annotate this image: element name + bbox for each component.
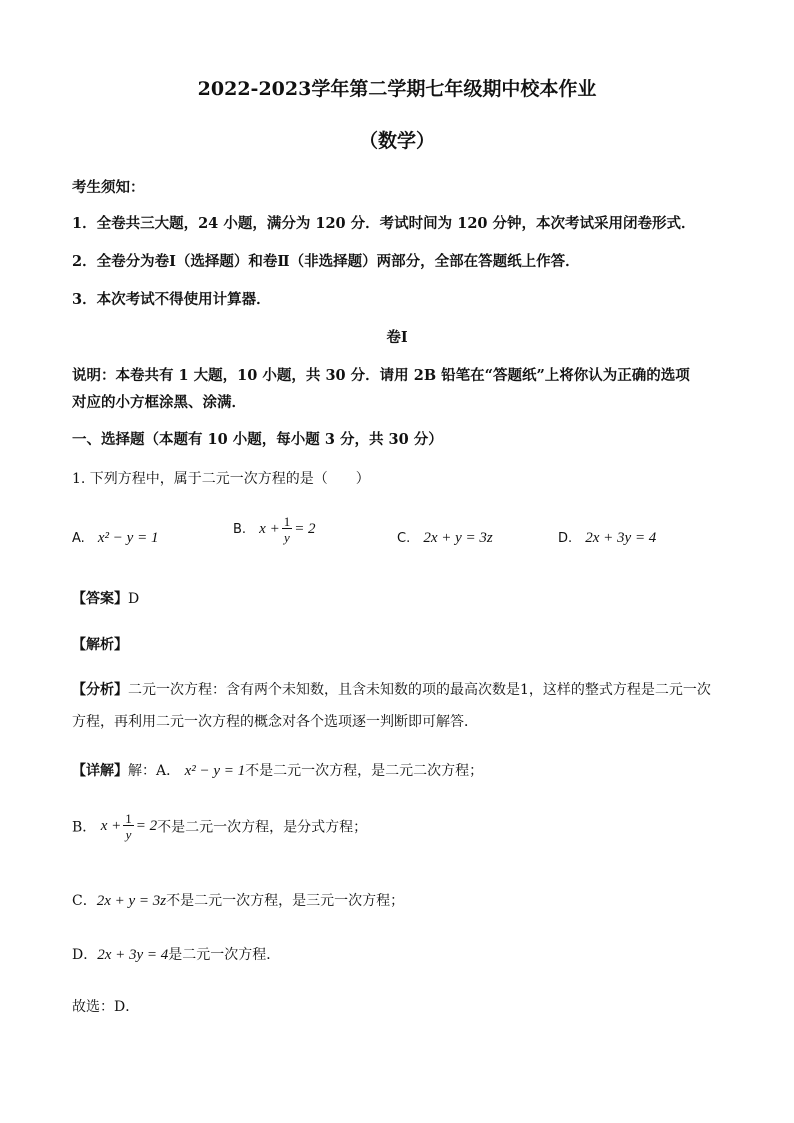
- fenxi-tag: 【分析】: [72, 682, 128, 698]
- option-c: [397, 527, 493, 547]
- document-subtitle: （数学）: [358, 130, 435, 152]
- option-c-expr: 2x + y = 3z: [423, 530, 493, 546]
- option-a-label: A.: [72, 531, 85, 546]
- notice-item-2: 2．全卷分为卷Ⅰ（选择题）和卷Ⅱ（非选择题）两部分，全部在答题纸上作答．: [72, 253, 580, 270]
- option-c-label: C.: [397, 531, 411, 546]
- answer-tag: 【答案】: [72, 591, 128, 607]
- detail-line-b: [72, 812, 367, 841]
- option-d: [558, 527, 656, 547]
- option-d-label: D.: [558, 531, 573, 546]
- detail-d-text: 是二元一次方程．: [168, 947, 281, 963]
- option-b-frac-num: 1: [283, 514, 291, 529]
- detail-line-a: [72, 760, 483, 780]
- fenxi-line2: 方程，再利用二元一次方程的概念对各个选项逐一判断即可解答．: [72, 714, 478, 730]
- option-b-suffix: = 2: [294, 521, 316, 537]
- option-d-expr: 2x + 3y = 4: [585, 530, 657, 546]
- section-heading: 一、选择题（本题有 10 小题，每小题 3 分，共 30 分）: [72, 431, 443, 448]
- detail-b-text: 不是二元一次方程，是分式方程；: [157, 819, 368, 836]
- detail-c-expr: 2x + y = 3z: [96, 893, 167, 909]
- detail-b-fraction: [123, 812, 134, 841]
- volume-label: 卷Ⅰ: [386, 329, 408, 346]
- detail-line-d: [72, 944, 280, 964]
- detail-a-text: 不是二元一次方程，是二元二次方程；: [245, 763, 484, 779]
- detail-lead: 解：A．: [128, 763, 181, 779]
- option-b-frac-den: y: [284, 530, 290, 545]
- answer-line: [72, 588, 139, 608]
- question-stem: 1. 下列方程中，属于二元一次方程的是（ ）: [72, 471, 370, 487]
- notice-heading: 考生须知：: [72, 179, 145, 196]
- volume-desc-line1: 说明：本卷共有 1 大题，10 小题，共 30 分．请用 2B 铅笔在“答题纸”上将你认为正确的选项: [72, 367, 690, 384]
- analysis-tag: 【解析】: [72, 637, 128, 653]
- detail-a-expr: x² − y = 1: [184, 763, 246, 779]
- answer-value: D: [128, 591, 140, 607]
- detail-c-text: 不是二元一次方程，是三元一次方程；: [166, 893, 405, 909]
- detail-b-suffix: = 2: [135, 818, 158, 834]
- document-title: 2022-2023学年第二学期七年级期中校本作业: [197, 78, 597, 100]
- detail-b-prefix: x +: [100, 818, 122, 834]
- fenxi-line1: [72, 679, 711, 699]
- detail-d-expr: 2x + 3y = 4: [97, 947, 169, 963]
- detail-d-label: D．: [72, 947, 98, 963]
- detail-b-frac-den: y: [125, 827, 132, 842]
- option-a-expr: x² − y = 1: [97, 530, 159, 546]
- detail-b-label: B．: [72, 819, 97, 836]
- notice-item-1: 1．全卷共三大题，24 小题，满分为 120 分．考试时间为 120 分钟，本次考试采用闭卷形式．: [72, 215, 696, 232]
- option-b-prefix: x +: [259, 521, 280, 537]
- volume-desc-line2: 对应的小方框涂黑、涂满．: [72, 394, 246, 411]
- option-b-fraction: [282, 515, 293, 544]
- detail-tag: 【详解】: [72, 763, 128, 779]
- detail-c-label: C．: [72, 893, 97, 909]
- detail-line-c: [72, 890, 404, 910]
- notice-item-3: 3．本次考试不得使用计算器．: [72, 291, 271, 308]
- detail-conclusion: 故选：D．: [72, 999, 140, 1015]
- fenxi-text-1: 二元一次方程：含有两个未知数，且含未知数的项的最高次数是1，这样的整式方程是二元一次: [128, 682, 711, 698]
- detail-b-frac-num: 1: [125, 811, 132, 826]
- option-b-label: B.: [233, 522, 247, 537]
- option-b: [233, 515, 316, 544]
- option-a: [72, 527, 158, 547]
